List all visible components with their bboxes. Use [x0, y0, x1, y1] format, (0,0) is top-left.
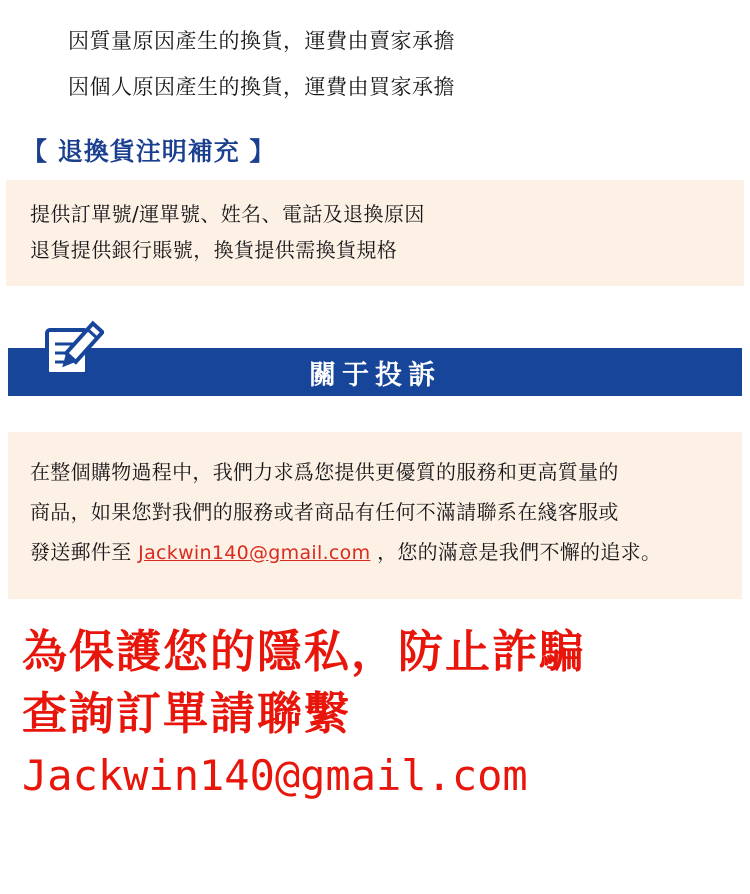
policy-line-personal: 因個人原因產生的換貨，運費由買家承擔 — [68, 75, 455, 99]
complaint-banner — [8, 348, 742, 396]
note-line-order-info: 提供訂單號/運單號、姓名、電話及退換原因 — [30, 202, 425, 226]
note-section-heading: 【 退換貨注明補充 】 — [22, 137, 276, 166]
complaint-block — [8, 432, 742, 599]
complaint-banner-wrap — [0, 338, 750, 398]
contact-email-link[interactable]: Jackwin140@gmail.com — [138, 542, 371, 564]
pencil-note-icon — [42, 320, 104, 382]
warning-email: Jackwin140@gmail.com — [22, 751, 528, 800]
complaint-line-3 — [30, 532, 720, 573]
policy-line-quality: 因質量原因產生的換貨，運費由賣家承擔 — [68, 29, 455, 53]
complaint-line-1: 在整個購物過程中，我們力求爲您提供更優質的服務和更高質量的 — [30, 460, 619, 484]
note-line-bank-info: 退貨提供銀行賬號，換貨提供需換貨規格 — [30, 238, 398, 262]
privacy-warning — [0, 621, 750, 807]
note-block — [6, 180, 744, 286]
complaint-line-2: 商品，如果您對我們的服務或者商品有任何不滿請聯系在綫客服或 — [30, 500, 619, 524]
warning-line-2: 查詢訂單請聯繫 — [22, 687, 352, 740]
return-policy-lines — [0, 0, 750, 110]
complaint-banner-title: 關于投訴 — [309, 359, 441, 391]
warning-line-1: 為保護您的隱私，防止詐騙 — [22, 625, 587, 678]
complaint-email-prefix: 發送郵件至 — [30, 540, 132, 564]
complaint-email-suffix: ，您的滿意是我們不懈的追求。 — [377, 540, 662, 564]
